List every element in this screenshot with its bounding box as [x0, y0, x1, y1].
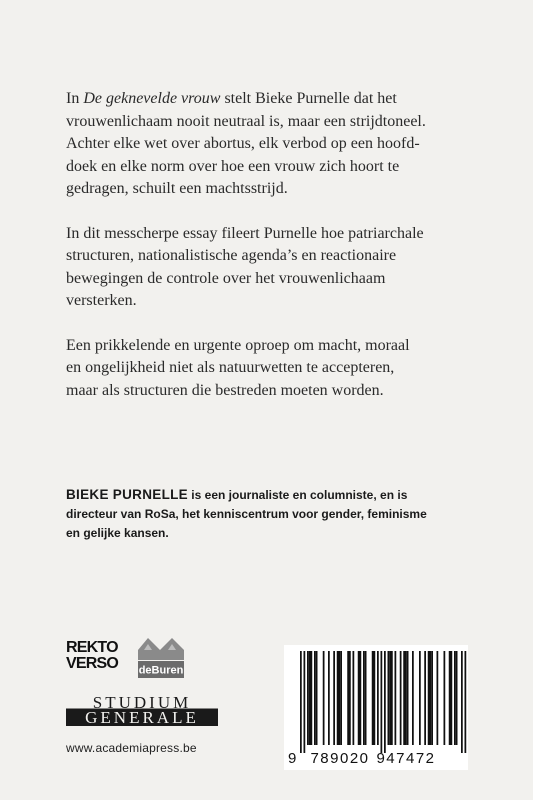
barcode-bar: [363, 651, 365, 745]
barcode-bar: [454, 651, 456, 745]
barcode-bar: [407, 651, 409, 745]
svg-text:STUDIUM: STUDIUM: [92, 694, 192, 712]
blurb-line: doek en elke norm over hoe een vrouw zich hoort te: [66, 157, 400, 175]
blurb-line: vrouwenlichaam nooit neutraal is, maar een strijdtoneel.: [66, 112, 426, 130]
bio-line: en gelijke kansen.: [66, 526, 169, 540]
blurb-line: gedragen, schuilt een machtsstrijd.: [66, 180, 288, 197]
bio-line: directeur van RoSa, het kenniscentrum voor gender, feminisme: [66, 507, 427, 521]
blurb-line: In De geknevelde vrouw stelt Bieke Purnelle dat het: [66, 90, 397, 107]
blurb-paragraph-1: [66, 88, 486, 201]
author-bio: [66, 485, 486, 543]
barcode-bar: [309, 651, 311, 745]
barcode-bar: [444, 651, 446, 745]
blurb-paragraph-2: [66, 223, 486, 313]
barcode-bars: [300, 651, 466, 753]
barcode-bar: [333, 651, 335, 745]
barcode-bar: [339, 651, 341, 745]
blurb-line: versterken.: [66, 292, 137, 309]
barcode-bar: [395, 651, 397, 745]
barcode-bar: [353, 651, 355, 745]
barcode-bar: [403, 651, 405, 745]
barcode-bar: [431, 651, 433, 745]
barcode-bar: [388, 651, 390, 745]
barcode-bar: [437, 651, 439, 745]
barcode-bar: [349, 651, 351, 745]
studium-generale-logo: [66, 694, 218, 726]
rekto-verso-logo: REKTO VERSO: [66, 639, 119, 672]
barcode-bar: [307, 651, 309, 745]
blurb-line: en ongelijkheid niet als natuurwetten te accepteren,: [66, 359, 395, 376]
blurb-line: maar als structuren die bestreden moeten worden.: [66, 381, 384, 399]
barcode-bar: [456, 651, 458, 745]
barcode-bar: [300, 651, 302, 753]
barcode-right-digits: 947472: [376, 750, 436, 767]
barcode-bar: [461, 651, 463, 753]
barcode-bar: [314, 651, 316, 745]
barcode-bar: [391, 651, 393, 745]
author-name: BIEKE PURNELLE: [66, 487, 188, 502]
barcode-bar: [304, 651, 306, 753]
blurb-line: structuren, nationalistische agenda’s en reactionaire: [66, 247, 397, 264]
blurb-paragraph-3: [66, 335, 486, 403]
barcode-bar: [424, 651, 426, 745]
barcode-bar: [449, 651, 451, 745]
barcode-first-digit: 9: [288, 750, 297, 767]
barcode-bar: [430, 651, 432, 745]
barcode-bar: [384, 651, 386, 753]
barcode-bar: [377, 651, 379, 745]
barcode-left-digits: 789020: [310, 750, 370, 767]
barcode-bar: [311, 651, 313, 745]
barcode-bar: [400, 651, 402, 745]
barcode-bar: [360, 651, 362, 745]
barcode-bar: [328, 651, 330, 745]
barcode-bar: [323, 651, 325, 745]
isbn-barcode: [284, 645, 468, 770]
barcode-graphic: [284, 645, 468, 770]
barcode-bar: [337, 651, 339, 745]
blurb-line: bewegingen de controle over het vrouwenlichaam: [66, 269, 386, 287]
barcode-bar: [451, 651, 453, 745]
barcode-bar: [372, 651, 374, 745]
svg-text:GENERALE: GENERALE: [85, 708, 199, 726]
barcode-bar: [358, 651, 360, 745]
barcode-bar: [419, 651, 421, 745]
barcode-bar: [340, 651, 342, 745]
deburen-logo: [136, 636, 186, 680]
publisher-url[interactable]: www.academiapress.be: [66, 741, 197, 755]
blurb-line: Een prikkelende en urgente oproep om macht, moraal: [66, 336, 410, 354]
barcode-bar: [465, 651, 467, 753]
barcode-bar: [412, 651, 414, 745]
bio-line: BIEKE PURNELLE is een journaliste en columniste, en is: [66, 487, 408, 502]
book-title: De geknevelde vrouw: [83, 90, 221, 107]
blurb-text: [66, 88, 486, 424]
blurb-line: Achter elke wet over abortus, elk verbod op een hoofd-: [66, 135, 420, 152]
blurb-line: In dit messcherpe essay fileert Purnelle hoe patriarchale: [66, 224, 424, 242]
deburen-label: deBuren: [138, 664, 184, 677]
barcode-bar: [389, 651, 391, 745]
barcode-bar: [428, 651, 430, 745]
barcode-bar: [365, 651, 367, 745]
barcode-bar: [347, 651, 349, 745]
barcode-bar: [381, 651, 383, 753]
barcode-bar: [316, 651, 318, 745]
barcode-bar: [374, 651, 376, 745]
barcode-bar: [405, 651, 407, 745]
